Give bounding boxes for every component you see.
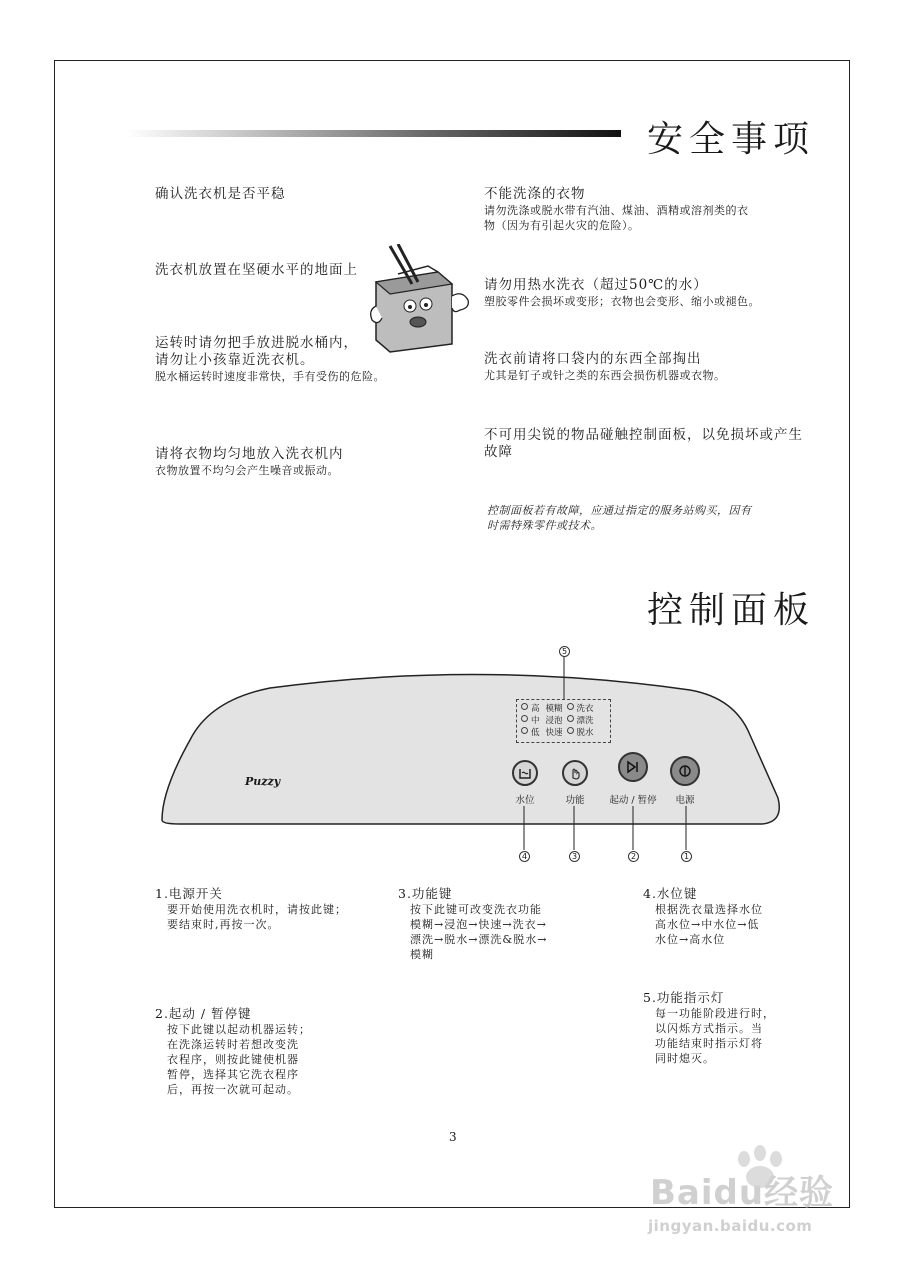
desc-line: 模糊 — [410, 948, 434, 961]
header-rule — [126, 130, 621, 137]
water-level-label: 水位 — [515, 795, 535, 806]
desc-power — [155, 886, 347, 932]
desc-title: 3.功能键 — [398, 886, 453, 901]
safety-subtext: 时需特殊零件或技术。 — [487, 519, 602, 532]
power-icon — [678, 764, 692, 778]
desc-line: 衣程序，则按此键使机器 — [167, 1053, 299, 1066]
safety-heading: 不可用尖锐的物品碰触控制面板，以免损坏或产生 — [484, 427, 803, 443]
desc-title: 4.水位键 — [643, 886, 698, 901]
desc-line: 同时熄灭。 — [655, 1052, 715, 1065]
desc-water — [643, 886, 763, 947]
desc-line: 漂洗→脱水→漂洗&脱水→ — [410, 933, 548, 946]
safety-heading: 故障 — [484, 444, 513, 460]
desc-function — [398, 886, 547, 962]
callout-indicator: 5 — [559, 646, 570, 657]
safety-item-service — [487, 503, 752, 533]
safety-subtext: 物（因为有引起火灾的危险）。 — [484, 219, 640, 232]
washer-mascot-illustration — [368, 244, 472, 354]
desc-line: 暂停，选择其它洗衣程序 — [167, 1068, 299, 1081]
function-label: 功能 — [565, 795, 585, 806]
indicator-dot — [521, 727, 528, 734]
function-button[interactable] — [562, 760, 588, 786]
safety-item-hands — [155, 335, 385, 384]
safety-title: 安全事项 — [647, 119, 816, 160]
indicator-row — [517, 715, 610, 727]
desc-line: 模糊→浸泡→快速→洗衣→ — [410, 918, 547, 931]
baidu-watermark — [640, 1145, 870, 1245]
indicator-dot — [567, 727, 574, 734]
safety-heading: 请勿让小孩靠近洗衣机。 — [155, 352, 315, 368]
indicator-label: 模糊 — [545, 704, 563, 714]
indicator-label: 低 — [531, 728, 540, 738]
callout-water: 4 — [519, 851, 530, 862]
desc-line: 在洗涤运转时若想改变洗 — [167, 1038, 299, 1051]
safety-heading: 洗衣前请将口袋内的东西全部掏出 — [484, 351, 702, 367]
indicator-label: 洗衣 — [576, 704, 594, 714]
desc-line: 高水位→中水位→低 — [655, 918, 760, 931]
desc-line: 每一功能阶段进行时， — [655, 1007, 775, 1020]
desc-line: 根据洗衣量选择水位 — [655, 903, 763, 916]
page-number: 3 — [449, 1130, 457, 1144]
indicator-label: 快速 — [545, 728, 563, 738]
indicator-dot — [521, 715, 528, 722]
callout-power: 1 — [681, 851, 692, 862]
desc-line: 水位→高水位 — [655, 933, 726, 946]
desc-indicator — [643, 990, 775, 1066]
play-pause-icon — [625, 759, 641, 775]
desc-line: 要开始使用洗衣机时，请按此键； — [167, 903, 347, 916]
desc-line: 功能结束时指示灯将 — [655, 1037, 763, 1050]
safety-subtext: 衣物放置不均匀会产生噪音或振动。 — [155, 464, 339, 477]
indicator-dot — [567, 715, 574, 722]
indicator-label: 漂洗 — [576, 716, 594, 726]
desc-title: 5.功能指示灯 — [643, 990, 725, 1005]
callout-start: 2 — [628, 851, 639, 862]
indicator-dot — [567, 703, 574, 710]
safety-subtext: 控制面板若有故障，应通过指定的服务站购买，因有 — [487, 504, 752, 517]
desc-line: 后，再按一次就可起动。 — [167, 1083, 299, 1096]
indicator-label: 高 — [531, 704, 540, 714]
safety-item-hot-water — [484, 277, 760, 309]
safety-item-sharp-objects — [484, 427, 803, 461]
water-level-button[interactable] — [512, 760, 538, 786]
safety-heading: 请将衣物均匀地放入洗衣机内 — [155, 446, 344, 462]
panel-title: 控制面板 — [647, 590, 816, 631]
desc-line: 按下此键可改变洗衣功能 — [410, 903, 542, 916]
indicator-lights-box — [516, 699, 611, 743]
water-level-icon — [518, 766, 532, 780]
safety-subtext: 请勿洗涤或脱水带有汽油、煤油、酒精或溶剂类的衣 — [484, 204, 749, 217]
safety-heading: 确认洗衣机是否平稳 — [155, 186, 286, 202]
desc-line: 以闪烁方式指示。当 — [655, 1022, 763, 1035]
watermark-brand: Baidu经验 — [650, 1173, 835, 1213]
hand-press-icon — [568, 766, 582, 780]
safety-item-balance — [155, 446, 344, 478]
start-pause-label: 起动 / 暂停 — [609, 795, 657, 806]
indicator-row — [517, 727, 610, 739]
control-panel-drawing — [150, 640, 790, 870]
indicator-dot — [521, 703, 528, 710]
indicator-label: 中 — [531, 716, 540, 726]
safety-item-floor — [155, 262, 358, 279]
safety-subtext: 尤其是钉子或针之类的东西会损伤机器或衣物。 — [484, 369, 726, 382]
brand-logo: Puzzy — [245, 775, 281, 788]
desc-line: 按下此键以起动机器运转； — [167, 1023, 311, 1036]
desc-title: 1.电源开关 — [155, 886, 223, 901]
power-button[interactable] — [670, 756, 700, 786]
indicator-row — [517, 703, 610, 715]
desc-title: 2.起动 / 暂停键 — [155, 1006, 252, 1021]
start-pause-button[interactable] — [618, 752, 648, 782]
safety-item-pockets — [484, 351, 726, 383]
safety-heading: 洗衣机放置在坚硬水平的地面上 — [155, 262, 358, 278]
safety-subtext: 塑胶零件会损坏或变形；衣物也会变形、缩小或褪色。 — [484, 295, 760, 308]
desc-start — [155, 1006, 311, 1097]
safety-item-level — [155, 186, 286, 203]
power-label: 电源 — [675, 795, 695, 806]
safety-heading: 不能洗涤的衣物 — [484, 186, 586, 202]
safety-heading: 运转时请勿把手放进脱水桶内， — [155, 335, 358, 351]
safety-heading: 请勿用热水洗衣（超过50℃的水） — [484, 277, 708, 293]
desc-line: 要结束时,再按一次。 — [167, 918, 280, 931]
indicator-label: 浸泡 — [545, 716, 563, 726]
safety-item-forbidden-clothes — [484, 186, 749, 233]
callout-function: 3 — [569, 851, 580, 862]
safety-subtext: 脱水桶运转时速度非常快，手有受伤的危险。 — [155, 370, 385, 383]
indicator-label: 脱水 — [576, 728, 594, 738]
watermark-url: jingyan.baidu.com — [648, 1217, 813, 1235]
